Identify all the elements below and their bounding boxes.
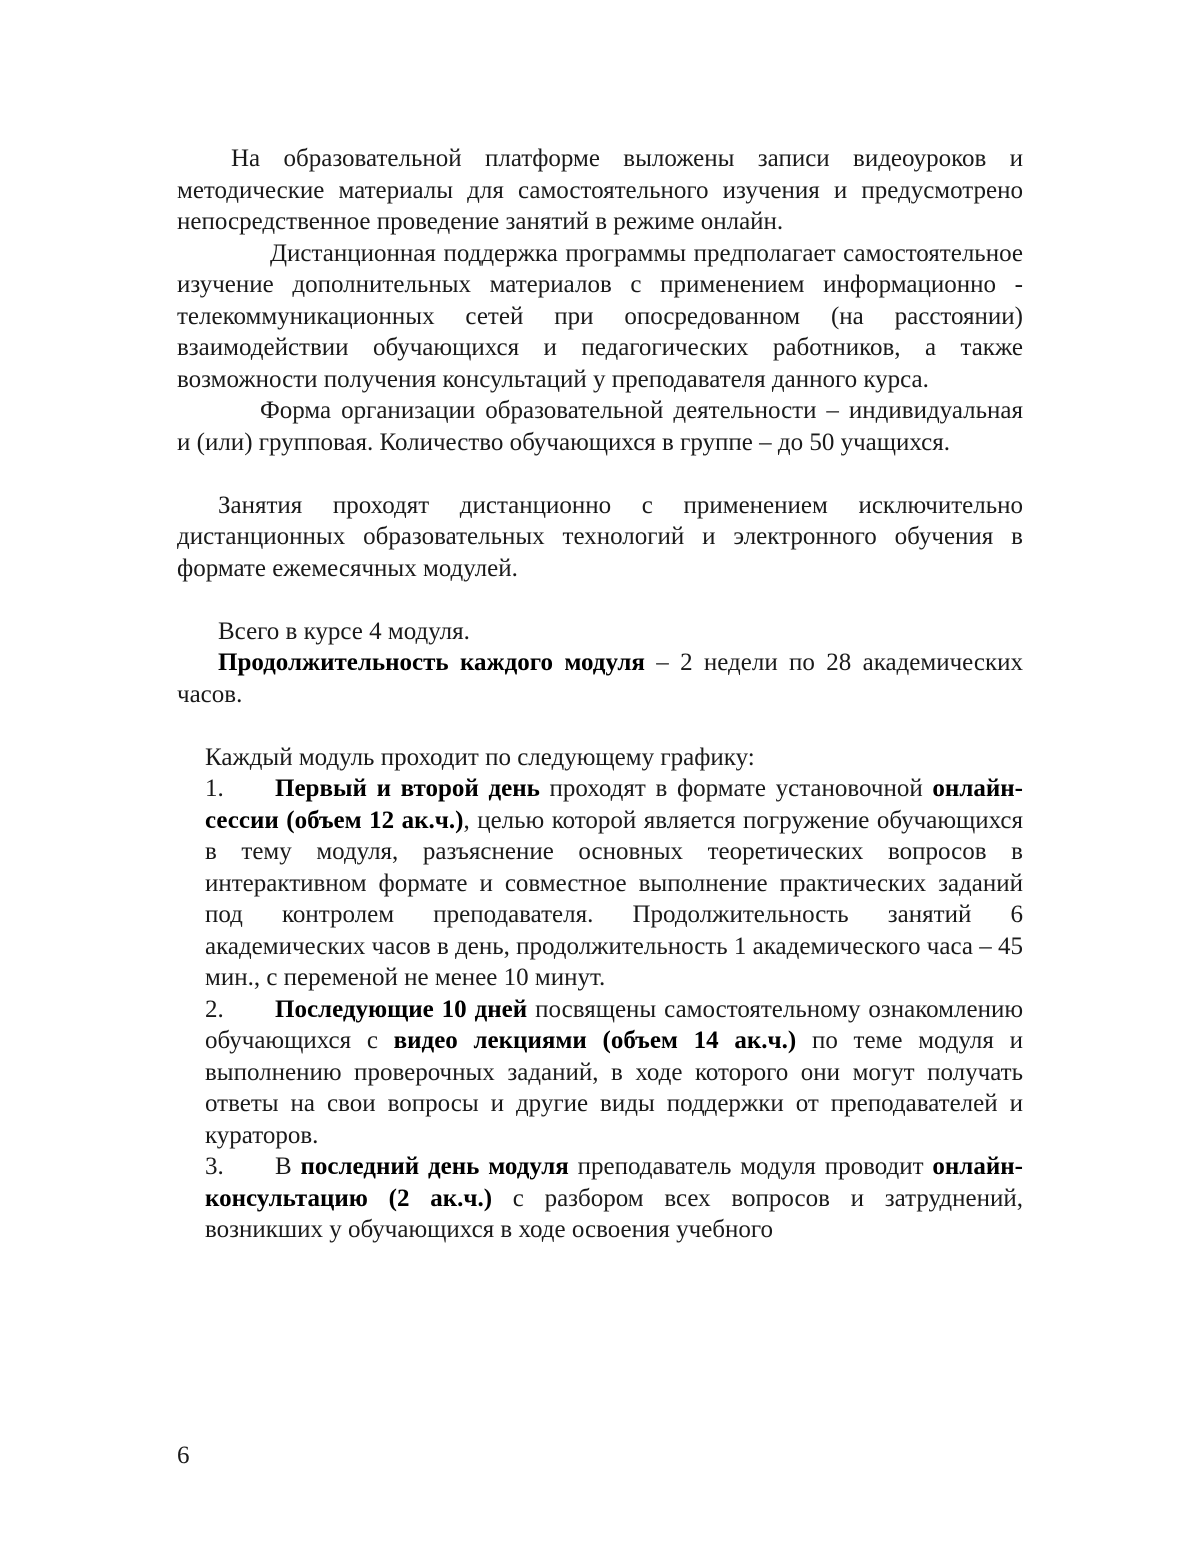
schedule-item-emphasis: видео лекциями (объем 14 ак.ч.)	[393, 1027, 797, 1054]
spacer	[177, 458, 1023, 490]
schedule-item-emphasis: онлайн-консультацию (2 ак.ч.)	[205, 1153, 1023, 1212]
schedule-item-text: В	[275, 1153, 301, 1180]
schedule-item-text: , целью которой является погружение обучающихся в тему модуля, разъяснение основных теоретических вопросов в интерактивном формате и совместное выполнение практических заданий под контролем преподавателя. Продолжительность занятий 6 академических часов в день, продолжительность 1 академического часа – 45 мин., с переменой не менее 10 минут.	[205, 806, 1023, 991]
document-page	[177, 143, 1023, 1246]
schedule-item	[205, 773, 1023, 994]
schedule-section	[205, 742, 1023, 1246]
schedule-item-number: 3.	[205, 1153, 224, 1180]
paragraph-module-duration	[177, 647, 1023, 710]
schedule-item-emphasis: онлайн-сессии (объем 12 ак.ч.)	[205, 775, 1023, 834]
schedule-item-text: с разбором всех вопросов и затруднений, возникших у обучающихся в ходе освоения учебного	[205, 1184, 1023, 1243]
schedule-item-text: преподаватель модуля проводит	[568, 1153, 933, 1180]
module-duration-label: Продолжительность каждого модуля	[218, 649, 645, 676]
spacer	[177, 584, 1023, 616]
spacer	[177, 710, 1023, 742]
schedule-item	[205, 994, 1023, 1152]
paragraph-distance-support: Дистанционная поддержка программы предполагает самостоятельное изучение дополнительных материалов с применением информационно - телекоммуникационных сетей при опосредованном (на расстоянии) взаимодействии обучающихся и педагогических работников, а также возможности получения консультаций у преподавателя данного курса.	[177, 239, 1023, 393]
schedule-item-emphasis: Первый и второй день	[275, 775, 540, 802]
paragraph-distance-classes: Занятия проходят дистанционно с применением исключительно дистанционных образовательных технологий и электронного обучения в формате ежемесячных модулей.	[177, 491, 1023, 582]
schedule-intro: Каждый модуль проходит по следующему графику:	[205, 743, 755, 771]
schedule-item	[205, 1151, 1023, 1246]
schedule-item-text: посвящены самостоятельному ознакомлению обучающихся с	[205, 995, 1023, 1054]
schedule-item-emphasis: последний день модуля	[300, 1153, 569, 1180]
schedule-list	[205, 773, 1023, 1246]
schedule-item-text: проходят в формате установочной	[539, 775, 933, 802]
schedule-item-number: 1.	[205, 775, 224, 802]
schedule-item-number: 2.	[205, 995, 224, 1023]
paragraph-module-count: Всего в курсе 4 модуля.	[218, 617, 470, 645]
schedule-item-text: по теме модуля и выполнению проверочных заданий, в ходе которого они могут получать ответы на свои вопросы и другие виды поддержки от преподавателей и кураторов.	[205, 1027, 1023, 1149]
schedule-item-emphasis: Последующие 10 дней	[275, 995, 528, 1023]
page-number: 6	[177, 1442, 190, 1469]
paragraph-organization-form: Форма организации образовательной деятельности – индивидуальная и (или) групповая. Количество обучающихся в группе – до 50 учащихся.	[177, 397, 1023, 456]
module-duration-text: – 2 недели по 28 академических часов.	[177, 649, 1023, 708]
paragraph-platform: На образовательной платформе выложены записи видеоуроков и методические материалы для самостоятельного изучения и предусмотрено непосредственное проведение занятий в режиме онлайн.	[177, 145, 1023, 235]
